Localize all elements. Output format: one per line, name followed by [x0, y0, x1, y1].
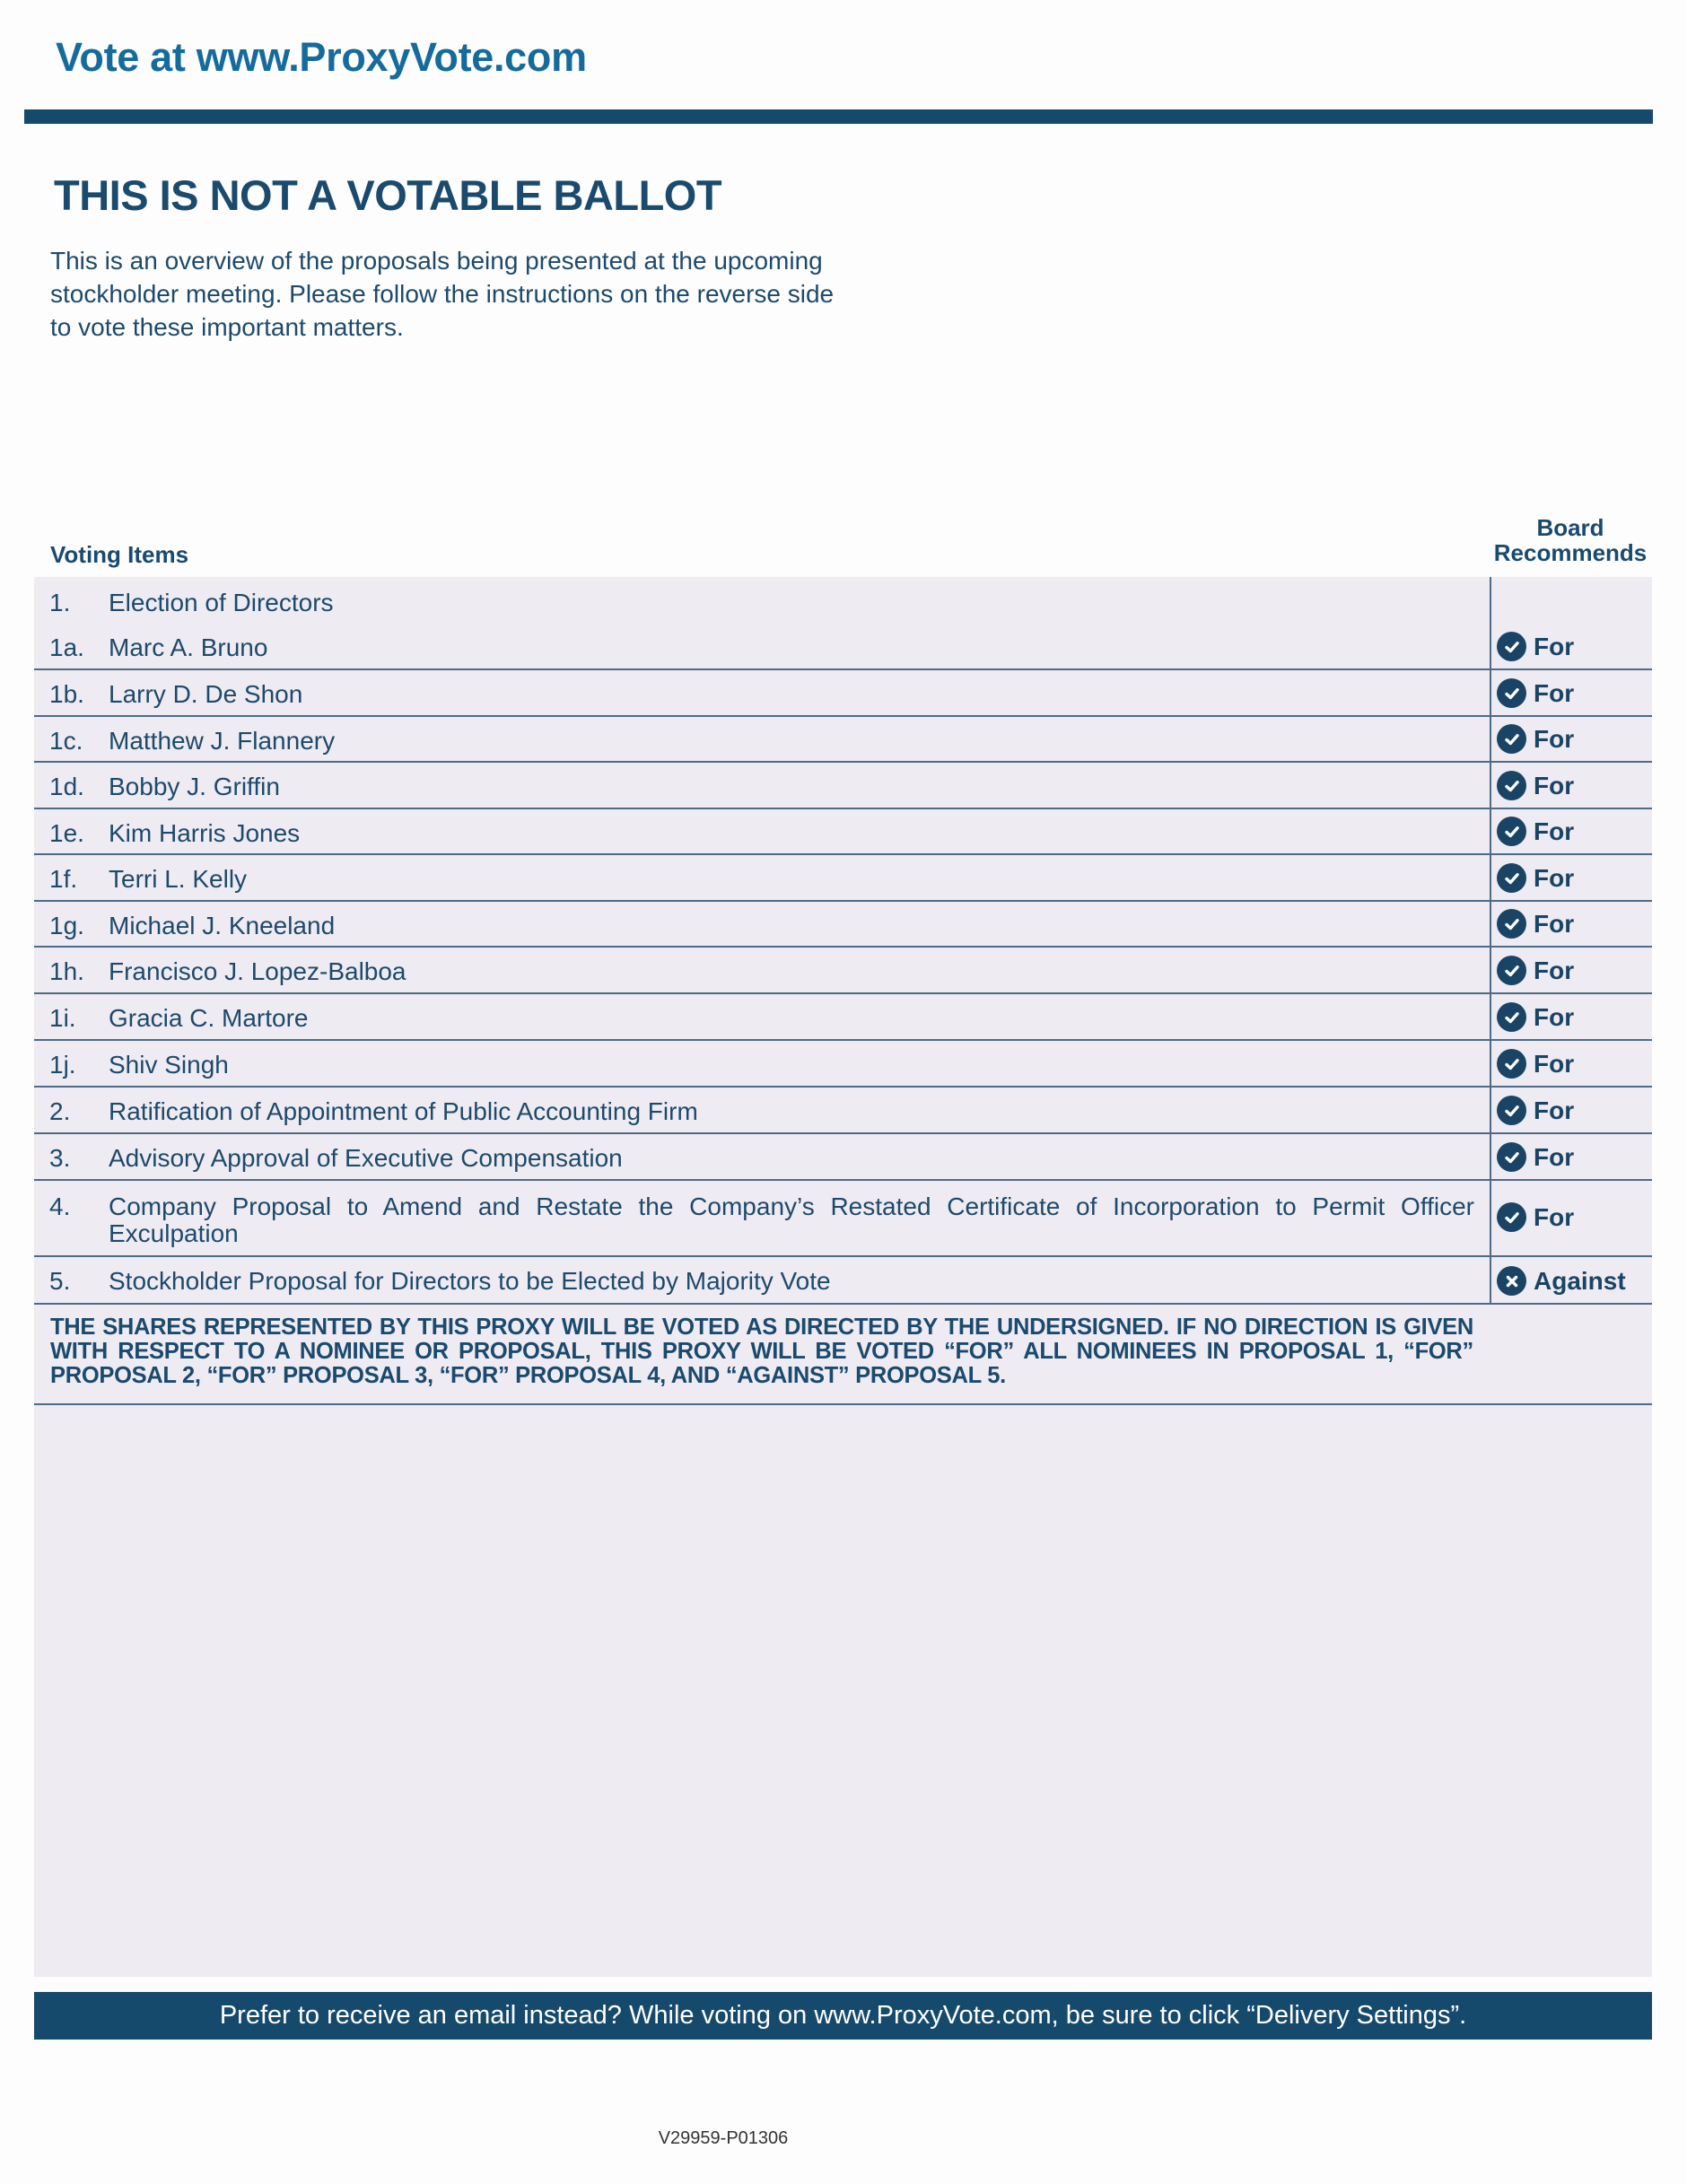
- item-label: Michael J. Kneeland: [109, 912, 336, 939]
- recommendation-value: For: [1534, 725, 1575, 753]
- item-number: 3.: [49, 1144, 71, 1172]
- disclaimer-text: THE SHARES REPRESENTED BY THIS PROXY WILL BE VOTED AS DIRECTED BY THE UNDERSIGNED. IF NO DIRECTION IS GIVEN WITH RESPECT TO A NOMINEE OR PROPOSAL, THIS PROXY WILL BE VOTED “FOR” ALL NOMINEES IN PROPOSAL 1, “FOR” PROPOSAL 2, “FOR” PROPOSAL 3, “FOR” PROPOSAL 4, AND “AGAINST” PROPOSAL 5.: [50, 1315, 1473, 1388]
- page-title: THIS IS NOT A VOTABLE BALLOT: [54, 171, 722, 219]
- document-code: V29959-P01306: [658, 2128, 789, 2148]
- board-recommendation: [1490, 994, 1652, 1039]
- check-circle-icon: [1497, 909, 1526, 939]
- item-number: 4.: [49, 1192, 71, 1220]
- item-number: 1j.: [49, 1051, 76, 1079]
- table-row: [34, 1041, 1652, 1088]
- board-recommendation: [1490, 1134, 1652, 1179]
- column-header-board-line2: Recommends: [1493, 539, 1648, 566]
- board-recommendation: [1490, 717, 1652, 761]
- item-label: Marc A. Bruno: [109, 633, 268, 661]
- recommendation-value: For: [1534, 1050, 1575, 1078]
- voting-item: [34, 624, 1490, 668]
- voting-item: [34, 1257, 1490, 1303]
- item-number: 1d.: [49, 773, 84, 800]
- table-row: [34, 948, 1652, 994]
- item-number: 1b.: [49, 680, 84, 708]
- recommendation-value: For: [1534, 910, 1575, 938]
- voting-item: [34, 1181, 1490, 1255]
- voting-item: [34, 1134, 1490, 1179]
- table-row: [34, 670, 1652, 717]
- item-label: Francisco J. Lopez-Balboa: [109, 957, 406, 985]
- voting-item: [34, 902, 1490, 946]
- check-circle-icon: [1497, 771, 1526, 800]
- item-label: Kim Harris Jones: [109, 819, 301, 847]
- item-label: Advisory Approval of Executive Compensation: [109, 1144, 623, 1172]
- x-circle-icon: [1497, 1266, 1526, 1296]
- item-label: Larry D. De Shon: [109, 680, 303, 708]
- voting-items-table: [34, 577, 1652, 1305]
- voting-item: [34, 994, 1490, 1039]
- board-recommendation: [1490, 1257, 1652, 1303]
- recommendation-value: For: [1534, 1143, 1575, 1171]
- board-recommendation: [1490, 577, 1652, 625]
- check-circle-icon: [1497, 1002, 1526, 1032]
- table-row: [34, 994, 1652, 1041]
- item-number: 2.: [49, 1097, 71, 1125]
- voting-item: [34, 670, 1490, 715]
- check-circle-icon: [1497, 1202, 1526, 1232]
- recommendation-value: For: [1534, 1003, 1575, 1031]
- board-recommendation: [1490, 1181, 1652, 1255]
- check-circle-icon: [1497, 817, 1526, 846]
- recommendation-value: For: [1534, 864, 1575, 892]
- email-delivery-banner: Prefer to receive an email instead? While voting on www.ProxyVote.com, be sure to click “Delivery Settings”.: [34, 1992, 1652, 2040]
- check-circle-icon: [1497, 632, 1526, 661]
- voting-item: [34, 717, 1490, 761]
- recommendation-value: For: [1534, 1096, 1575, 1124]
- recommendation-value: For: [1534, 957, 1575, 984]
- column-header-voting-items: Voting Items: [50, 541, 189, 568]
- table-row: [34, 902, 1652, 948]
- item-label: Bobby J. Griffin: [109, 773, 280, 800]
- item-number: 1e.: [49, 819, 84, 847]
- recommendation-value: For: [1534, 679, 1575, 707]
- check-circle-icon: [1497, 1142, 1526, 1172]
- board-recommendation: [1490, 948, 1652, 992]
- voting-item: [34, 1088, 1490, 1132]
- table-row: [34, 1181, 1652, 1257]
- item-number: 5.: [49, 1267, 71, 1295]
- table-row: [34, 763, 1652, 809]
- check-circle-icon: [1497, 863, 1526, 893]
- table-row: [34, 717, 1652, 763]
- item-label: Company Proposal to Amend and Restate the Company’s Restated Certificate of Incorporation to Permit Officer Exculpation: [109, 1192, 1474, 1247]
- table-row: [34, 577, 1652, 624]
- item-number: 1f.: [49, 865, 78, 893]
- board-recommendation: [1490, 1088, 1652, 1132]
- board-recommendation: [1490, 624, 1652, 668]
- column-header-board-recommends: [1490, 515, 1651, 565]
- board-recommendation: [1490, 1041, 1652, 1086]
- board-recommendation: [1490, 670, 1652, 715]
- board-recommendation: [1490, 855, 1652, 900]
- table-row: [34, 1134, 1652, 1181]
- item-number: 1g.: [49, 912, 84, 939]
- item-number: 1a.: [49, 633, 84, 661]
- intro-paragraph: This is an overview of the proposals being presented at the upcoming stockholder meeting. Please follow the instructions on the reverse side to vote these important matters.: [50, 247, 835, 341]
- table-row: [34, 809, 1652, 855]
- header-divider-bar: [24, 109, 1653, 124]
- recommendation-value: Against: [1534, 1267, 1626, 1295]
- item-number: 1h.: [49, 957, 84, 985]
- table-row: [34, 624, 1652, 670]
- item-label: Ratification of Appointment of Public Accounting Firm: [109, 1097, 698, 1125]
- table-row: [34, 855, 1652, 902]
- recommendation-value: For: [1534, 1203, 1575, 1231]
- voting-item: [34, 809, 1490, 853]
- item-number: 1.: [49, 589, 71, 616]
- check-circle-icon: [1497, 678, 1526, 708]
- table-row: [34, 1088, 1652, 1134]
- voting-item: [34, 577, 1490, 624]
- item-label: Stockholder Proposal for Directors to be Elected by Majority Vote: [109, 1267, 831, 1295]
- item-label: Election of Directors: [109, 589, 334, 616]
- board-recommendation: [1490, 763, 1652, 808]
- voting-item: [34, 1041, 1490, 1086]
- item-label: Terri L. Kelly: [109, 865, 248, 893]
- recommendation-value: For: [1534, 633, 1575, 660]
- check-circle-icon: [1497, 724, 1526, 754]
- board-recommendation: [1490, 809, 1652, 853]
- recommendation-value: For: [1534, 817, 1575, 845]
- item-number: 1c.: [49, 727, 83, 755]
- check-circle-icon: [1497, 1096, 1526, 1125]
- table-row: [34, 1257, 1652, 1305]
- voting-item: [34, 948, 1490, 992]
- check-circle-icon: [1497, 1049, 1526, 1079]
- board-recommendation: [1490, 902, 1652, 946]
- voting-item: [34, 855, 1490, 900]
- item-number: 1i.: [49, 1004, 76, 1032]
- voting-item: [34, 763, 1490, 808]
- item-label: Shiv Singh: [109, 1051, 229, 1079]
- check-circle-icon: [1497, 956, 1526, 985]
- column-header-board-line1: Board: [1536, 514, 1604, 541]
- item-label: Gracia C. Martore: [109, 1004, 309, 1032]
- item-label: Matthew J. Flannery: [109, 727, 336, 755]
- site-title: Vote at www.ProxyVote.com: [56, 34, 587, 80]
- recommendation-value: For: [1534, 772, 1575, 799]
- proxy-disclaimer: [34, 1304, 1652, 1405]
